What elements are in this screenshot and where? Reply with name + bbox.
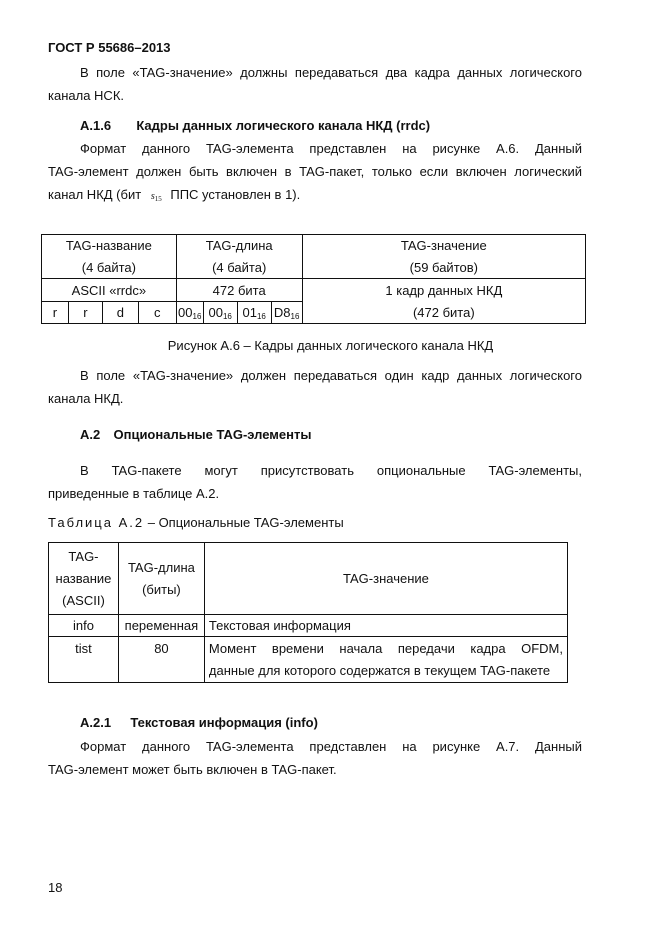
tag-length-bits-header: TAG-длина (биты) — [118, 543, 204, 615]
figure-a6-caption: Рисунок А.6 – Кадры данных логического канала НКД — [167, 338, 494, 353]
byte-cell: $01_{16}$ — [237, 302, 271, 324]
value-cell-line-1: 1 кадр данных НКД — [302, 279, 585, 302]
table-a2 — [48, 542, 568, 683]
tag-name-header: TAG-название — [42, 235, 177, 257]
char-cell: d — [102, 302, 138, 324]
paragraph-2-line-2: TAG-элемент должен быть включен в TAG-пакет, только если включен логический — [48, 164, 582, 179]
paragraph-4-line-2: приведенные в таблице А.2. — [48, 486, 220, 501]
paragraph-3-line-1: В поле «TAG-значение» должен передаваться один кадр данных логического — [80, 368, 582, 383]
ascii-cell: ASCII «rrdc» — [42, 279, 177, 302]
table-row — [49, 637, 568, 683]
paragraph-4-line-1: В TAG-пакете могут присутствовать опциональные TAG-элементы, — [80, 463, 582, 478]
paragraph-2-line-1: Формат данного TAG-элемента представлен на рисунке А.6. Данный — [80, 141, 582, 156]
section-number: А.1.6 — [80, 118, 112, 133]
page-header: ГОСТ Р 55686–2013 — [48, 40, 171, 55]
row-length: 80 — [118, 637, 204, 683]
byte-cell: $D8_{16}$ — [271, 302, 302, 324]
tag-length-header: TAG-длина — [176, 235, 302, 257]
tag-name-ascii-header: TAG- название (ASCII) — [49, 543, 119, 615]
section-a21-heading — [80, 715, 318, 730]
char-cell: c — [138, 302, 176, 324]
bit-symbol: s — [150, 191, 155, 202]
tag-value-header: TAG-значение — [204, 543, 567, 615]
tag-name-size: (4 байта) — [42, 257, 177, 279]
row-value: Момент времени начала передачи кадра OFDM, данные для которого содержатся в текущем TAG-пакете — [204, 637, 567, 683]
row-name: info — [49, 615, 119, 637]
tag-value-size: (59 байтов) — [302, 257, 585, 279]
page-number: 18 — [48, 880, 63, 895]
bits-cell: 472 бита — [176, 279, 302, 302]
row-length: переменная — [118, 615, 204, 637]
tag-value-header: TAG-значение — [302, 235, 585, 257]
section-a2-heading — [80, 427, 311, 442]
paragraph-5-line-2: TAG-элемент может быть включен в TAG-пакет. — [48, 762, 337, 777]
table-row — [49, 615, 568, 637]
section-number: А.2.1 — [80, 715, 112, 730]
section-number: А.2 — [80, 427, 101, 442]
paragraph-1-line-1: В поле «TAG-значение» должны передаваться два кадра данных логического — [80, 65, 582, 80]
section-a16-heading — [80, 118, 430, 133]
table-a2-caption: Таблица А.2 – Опциональные TAG-элементы — [48, 515, 344, 530]
value-cell-line-2: (472 бита) — [302, 302, 585, 324]
figure-a6-table — [41, 234, 586, 324]
tag-length-size: (4 байта) — [176, 257, 302, 279]
paragraph-2-line-3: канал НКД (бит $s_{15}$ ППС установлен в 1). — [48, 187, 301, 203]
paragraph-1-line-2: канала НСК. — [48, 88, 125, 103]
section-title: Текстовая информация (info) — [130, 715, 318, 730]
char-cell: r — [42, 302, 69, 324]
paragraph-5-line-1: Формат данного TAG-элемента представлен на рисунке А.7. Данный — [80, 739, 582, 754]
char-cell: r — [68, 302, 102, 324]
byte-cell: $00_{16}$ — [176, 302, 203, 324]
row-value: Текстовая информация — [204, 615, 567, 637]
section-title: Кадры данных логического канала НКД (rrdc) — [136, 118, 431, 133]
paragraph-3-line-2: канала НКД. — [48, 391, 124, 406]
section-title: Опциональные TAG-элементы — [113, 427, 312, 442]
byte-cell: $00_{16}$ — [203, 302, 237, 324]
row-name: tist — [49, 637, 119, 683]
